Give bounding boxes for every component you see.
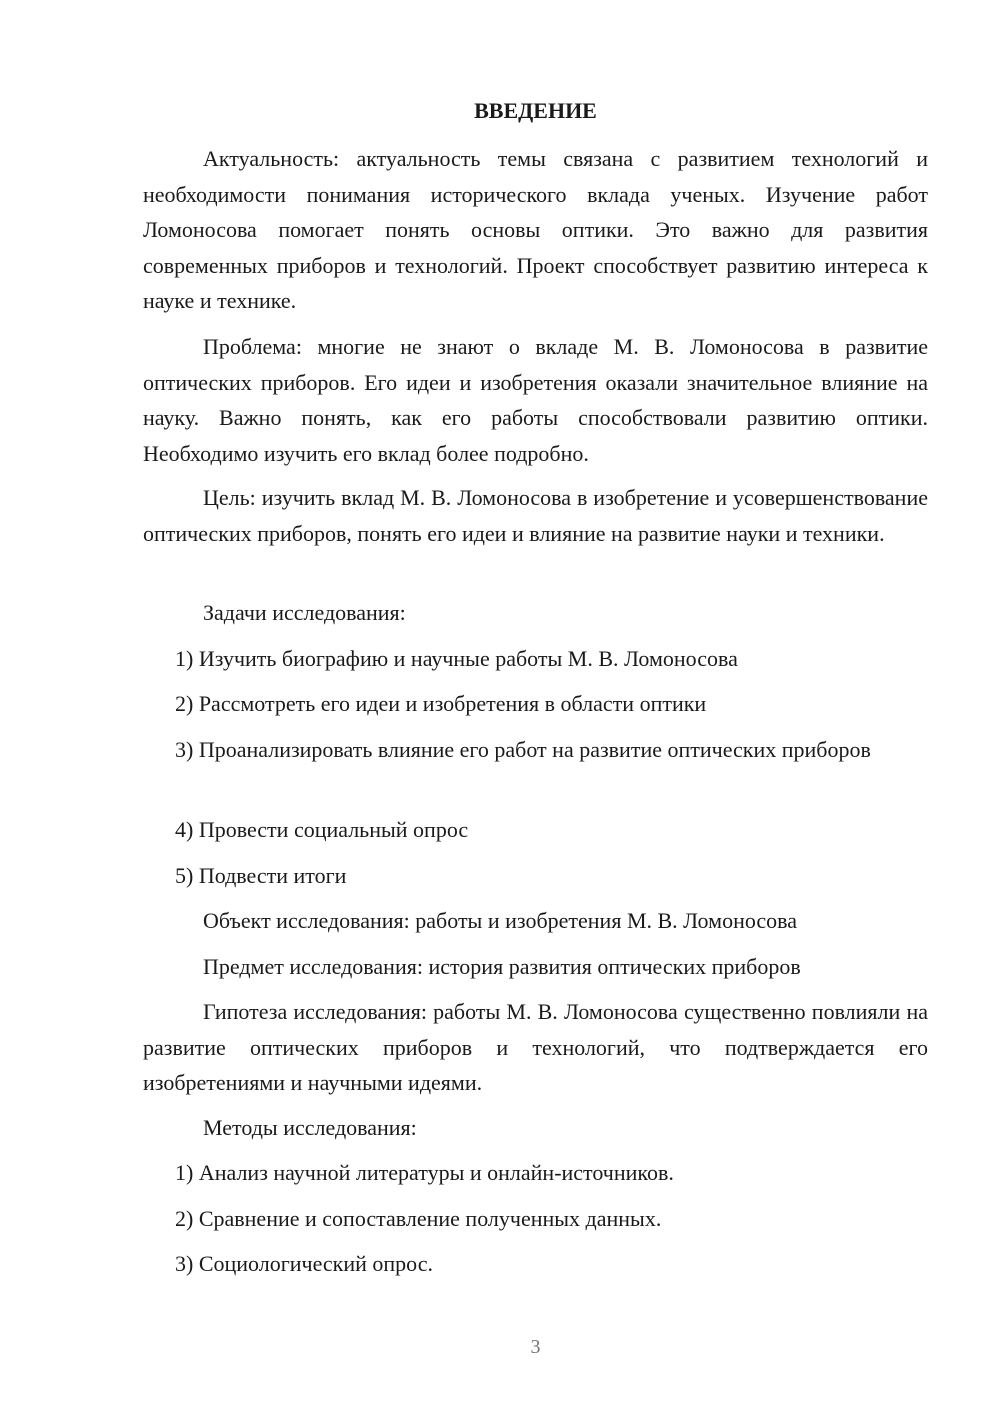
task-item-5: 5) Подвести итоги bbox=[175, 863, 347, 888]
task-item-4: 4) Провести социальный опрос bbox=[175, 817, 469, 842]
method-item-2: 2) Сравнение и сопоставление полученных данных. bbox=[175, 1206, 662, 1231]
page-number: 3 bbox=[530, 1336, 541, 1358]
paragraph-goal: Цель: изучить вклад М. В. Ломоносова в изобретение и усовершенствование оптических приборов, понять его идеи и влияние на развитие науки и техники. bbox=[143, 485, 928, 546]
paragraph-problem: Проблема: многие не знают о вкладе М. В. Ломоносова в развитие оптических приборов. Его идеи и изобретения оказали значительное влияние на науку. Важно понять, как его работы способствовали развитию оптики. Необходимо изучить его вклад более подробно. bbox=[143, 334, 928, 466]
method-item-3: 3) Социологический опрос. bbox=[175, 1251, 433, 1276]
method-item-1: 1) Анализ научной литературы и онлайн-источников. bbox=[175, 1160, 674, 1185]
methods-label: Методы исследования: bbox=[203, 1115, 417, 1140]
task-item-1: 1) Изучить биографию и научные работы М. В. Ломоносова bbox=[175, 646, 738, 671]
task-item-3: 3) Проанализировать влияние его работ на развитие оптических приборов bbox=[175, 737, 871, 762]
section-heading: ВВЕДЕНИЕ bbox=[474, 98, 597, 123]
document-page bbox=[143, 0, 928, 1414]
paragraph-relevance: Актуальность: актуальность темы связана с развитием технологий и необходимости понимания исторического вклада ученых. Изучение работ Ломоносова помогает понять основы оптики. Это важно для развития современных приборов и технологий. Проект способствует развитию интереса к науке и технике. bbox=[143, 146, 928, 313]
task-item-2: 2) Рассмотреть его идеи и изобретения в области оптики bbox=[175, 691, 707, 716]
research-subject: Предмет исследования: история развития оптических приборов bbox=[203, 954, 801, 979]
research-hypothesis: Гипотеза исследования: работы М. В. Ломоносова существенно повлияли на развитие оптических приборов и технологий, что подтверждается его изобретениями и научными идеями. bbox=[143, 999, 928, 1095]
tasks-label: Задачи исследования: bbox=[203, 600, 406, 625]
research-object: Объект исследования: работы и изобретения М. В. Ломоносова bbox=[203, 908, 798, 933]
